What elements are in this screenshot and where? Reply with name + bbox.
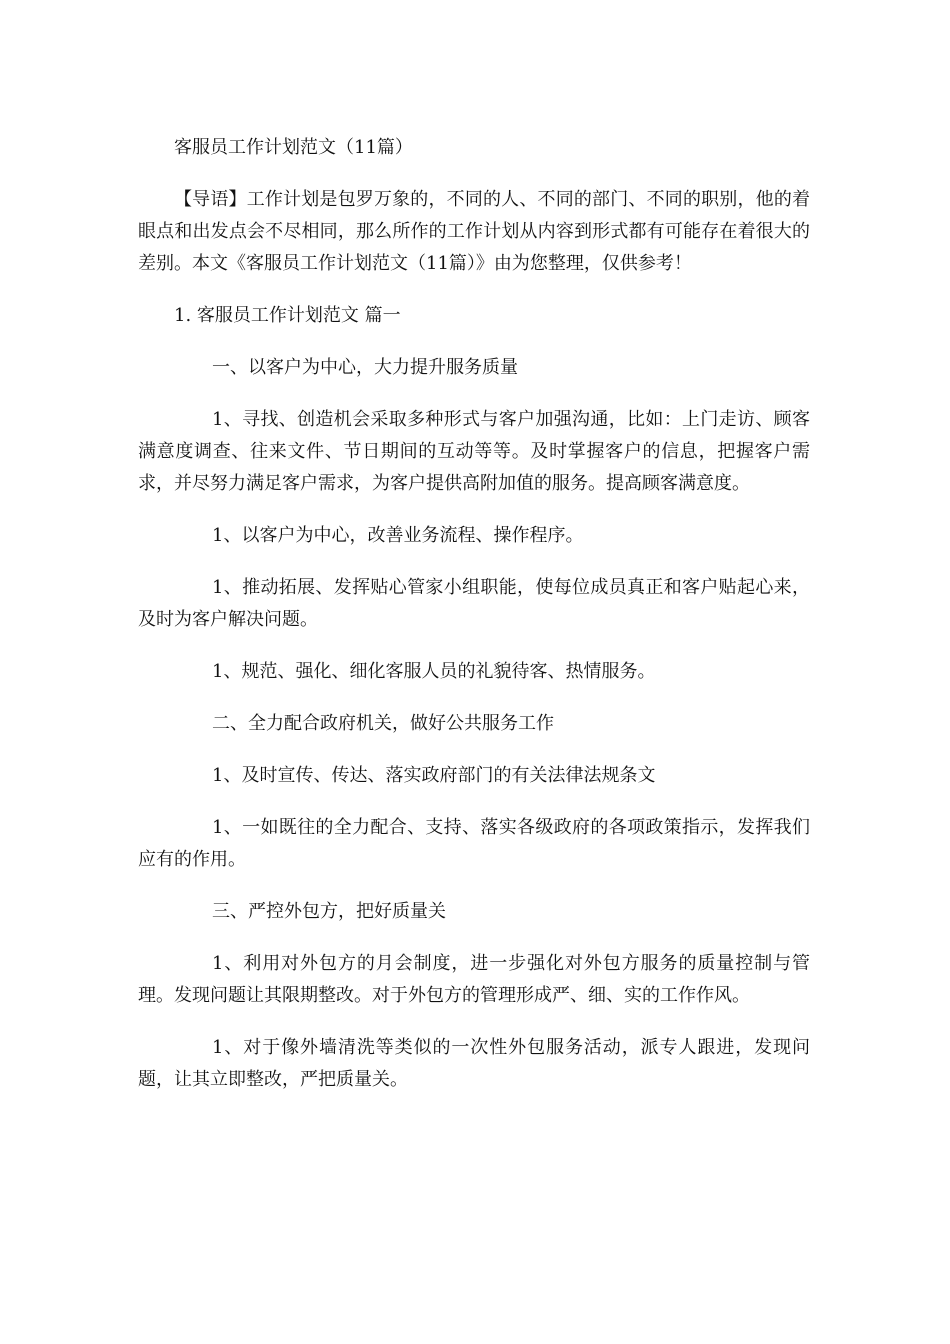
- list-item: 1、以客户为中心，改善业务流程、操作程序。: [212, 525, 584, 546]
- list-item: 1、及时宣传、传达、落实政府部门的有关法律法规条文: [212, 765, 656, 786]
- subheading-1: 一、以客户为中心，大力提升服务质量: [212, 357, 518, 378]
- subheading-3: 三、严控外包方，把好质量关: [212, 901, 446, 922]
- list-item: 1、规范、强化、细化客服人员的礼貌待客、热情服务。: [212, 661, 656, 682]
- intro-paragraph: 【导语】工作计划是包罗万象的，不同的人、不同的部门、不同的职别，他的着眼点和出发点会不尽相同，那么所作的工作计划从内容到形式都有可能存在着很大的差别。本文《客服员工作计划范文（11篇）》由为您整理，仅供参考！: [138, 189, 810, 274]
- document-title: 客服员工作计划范文（11篇）: [174, 137, 413, 158]
- list-item: 1、一如既往的全力配合、支持、落实各级政府的各项政策指示，发挥我们应有的作用。: [138, 817, 810, 870]
- document-body: [138, 132, 810, 1116]
- list-item: 1、利用对外包方的月会制度，进一步强化对外包方服务的质量控制与管理。发现问题让其限期整改。对于外包方的管理形成严、细、实的工作作风。: [138, 953, 810, 1006]
- subheading-2: 二、全力配合政府机关，做好公共服务工作: [212, 713, 554, 734]
- section-title: 1. 客服员工作计划范文 篇一: [174, 305, 401, 326]
- list-item: 1、对于像外墙清洗等类似的一次性外包服务活动，派专人跟进，发现问题，让其立即整改，严把质量关。: [138, 1037, 810, 1090]
- list-item: 1、寻找、创造机会采取多种形式与客户加强沟通，比如：上门走访、顾客满意度调查、往来文件、节日期间的互动等等。及时掌握客户的信息，把握客户需求，并尽努力满足客户需求，为客户提供高附加值的服务。提高顾客满意度。: [138, 409, 810, 494]
- list-item: 1、推动拓展、发挥贴心管家小组职能，使每位成员真正和客户贴起心来，及时为客户解决问题。: [138, 577, 810, 630]
